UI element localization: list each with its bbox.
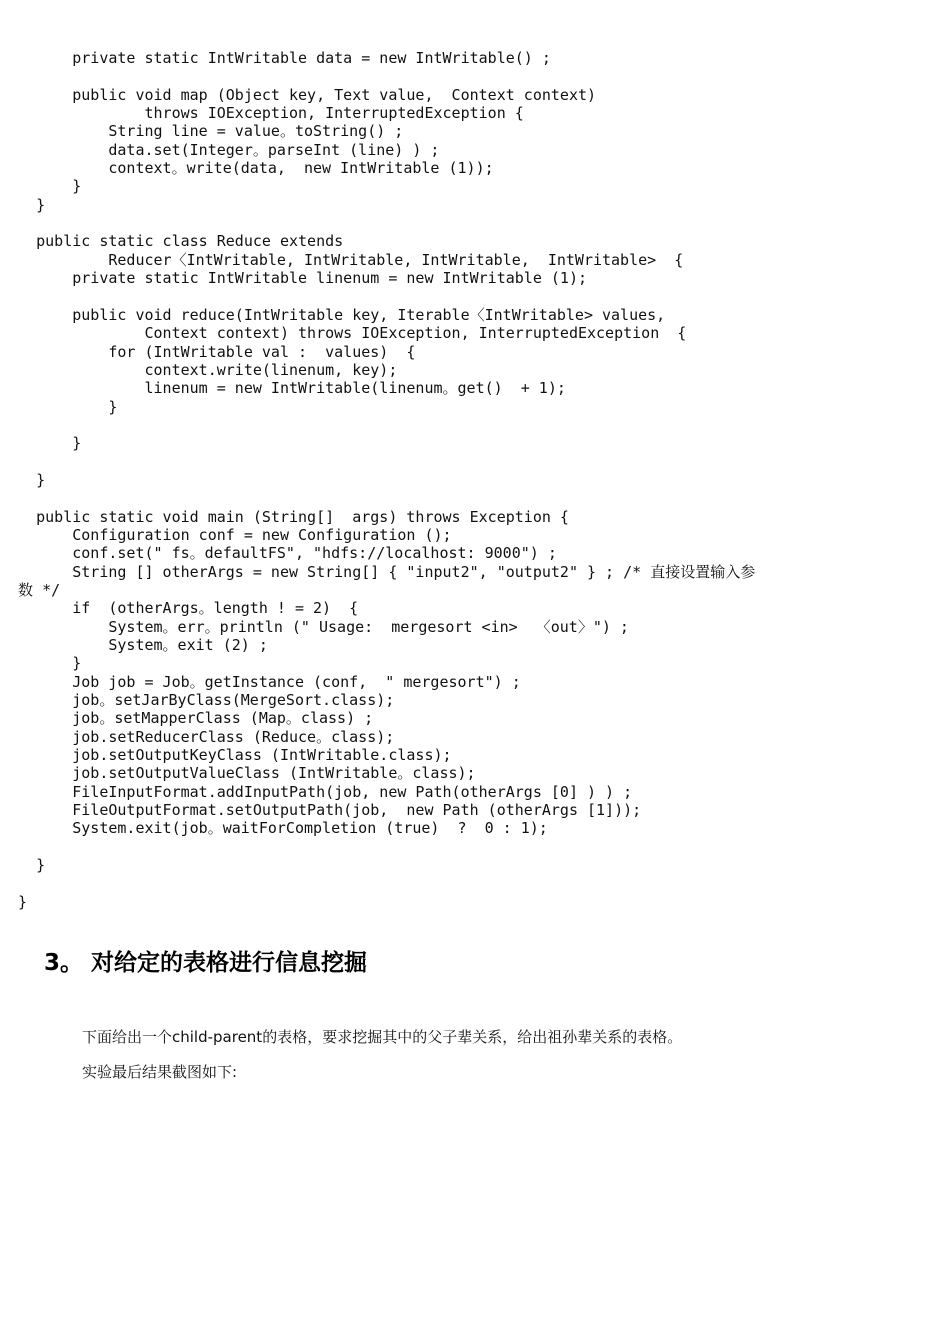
code-line: } [0,654,82,673]
code-line: job。setJarByClass(MergeSort.class); [0,691,395,710]
code-line: for (IntWritable val : values) { [0,342,416,361]
code-line: System。exit (2) ; [0,636,268,654]
section-heading: 3。 对给定的表格进行信息挖掘 [44,950,368,976]
code-line: linenum = new IntWritable(linenum。get() + 1); [0,379,566,398]
code-line: } [0,177,82,196]
code-line: job.setOutputValueClass (IntWritable。class); [0,764,476,783]
code-line: throws IOException, InterruptedException { [0,104,524,123]
code-line: FileOutputFormat.setOutputPath(job, new Path (otherArgs [1])); [0,801,642,820]
code-line: String [] otherArgs = new String[] { "input2", "output2" } ; /* 直接设置输入参 [0,562,756,581]
code-line [0,489,755,507]
code-line: Context context) throws IOException, InterruptedException { [0,324,687,343]
code-line: job.setOutputKeyClass (IntWritable.class); [0,746,452,765]
description-paragraph: 下面给出一个child-parent的表格，要求挖掘其中的父子辈关系，给出祖孙辈关系的表格。 [82,1028,683,1046]
code-line [0,214,755,232]
result-caption-paragraph: 实验最后结果截图如下: [82,1063,238,1081]
code-line: public static class Reduce extends [0,232,344,251]
code-line: if (otherArgs。length ! = 2) { [0,599,359,618]
code-line [0,287,755,305]
code-line: data.set(Integer。parseInt (line) ) ; [0,140,440,159]
code-line: String line = value。toString() ; [0,122,404,141]
code-line: Configuration conf = new Configuration (); [0,525,452,544]
code-line: job。setMapperClass (Map。class) ; [0,709,374,728]
code-line: job.setReducerClass (Reduce。class); [0,727,395,746]
code-line: private static IntWritable linenum = new IntWritable (1); [0,269,587,288]
code-line [0,874,755,892]
code-line: } [0,397,118,416]
code-listing [0,49,755,911]
code-line: } [0,470,46,489]
code-line: Job job = Job。getInstance (conf, " mergesort") ; [0,672,521,691]
code-line: FileInputFormat.addInputPath(job, new Path(otherArgs [0] ) ) ; [0,782,633,801]
code-line: Reducer〈IntWritable, IntWritable, IntWritable, IntWritable> { [0,250,684,269]
code-line: public void reduce(IntWritable key, Iterable〈IntWritable> values, [0,305,666,324]
code-line [0,453,755,471]
code-line: System。err。println (" Usage: mergesort <in> 〈out〉") ; [0,617,629,636]
code-line: context。write(data, new IntWritable (1)); [0,159,494,178]
code-line: } [0,195,46,214]
code-line [0,67,755,85]
code-line: private static IntWritable data = new IntWritable() ; [0,49,551,67]
code-line: conf.set(" fs。defaultFS", "hdfs://localhost: 9000") ; [0,544,557,563]
code-line [0,416,755,434]
code-line [0,838,755,856]
code-line: context.write(linenum, key); [0,360,398,379]
code-line: } [0,856,46,875]
code-line: System.exit(job。waitForCompletion (true) ? 0 : 1); [0,819,548,838]
code-line: } [0,434,82,453]
code-line: public static void main (String[] args) throws Exception { [0,507,569,526]
code-line: } [0,892,28,911]
code-line: 数 */ [0,580,61,599]
code-line: public void map (Object key, Text value, Context context) [0,85,597,104]
